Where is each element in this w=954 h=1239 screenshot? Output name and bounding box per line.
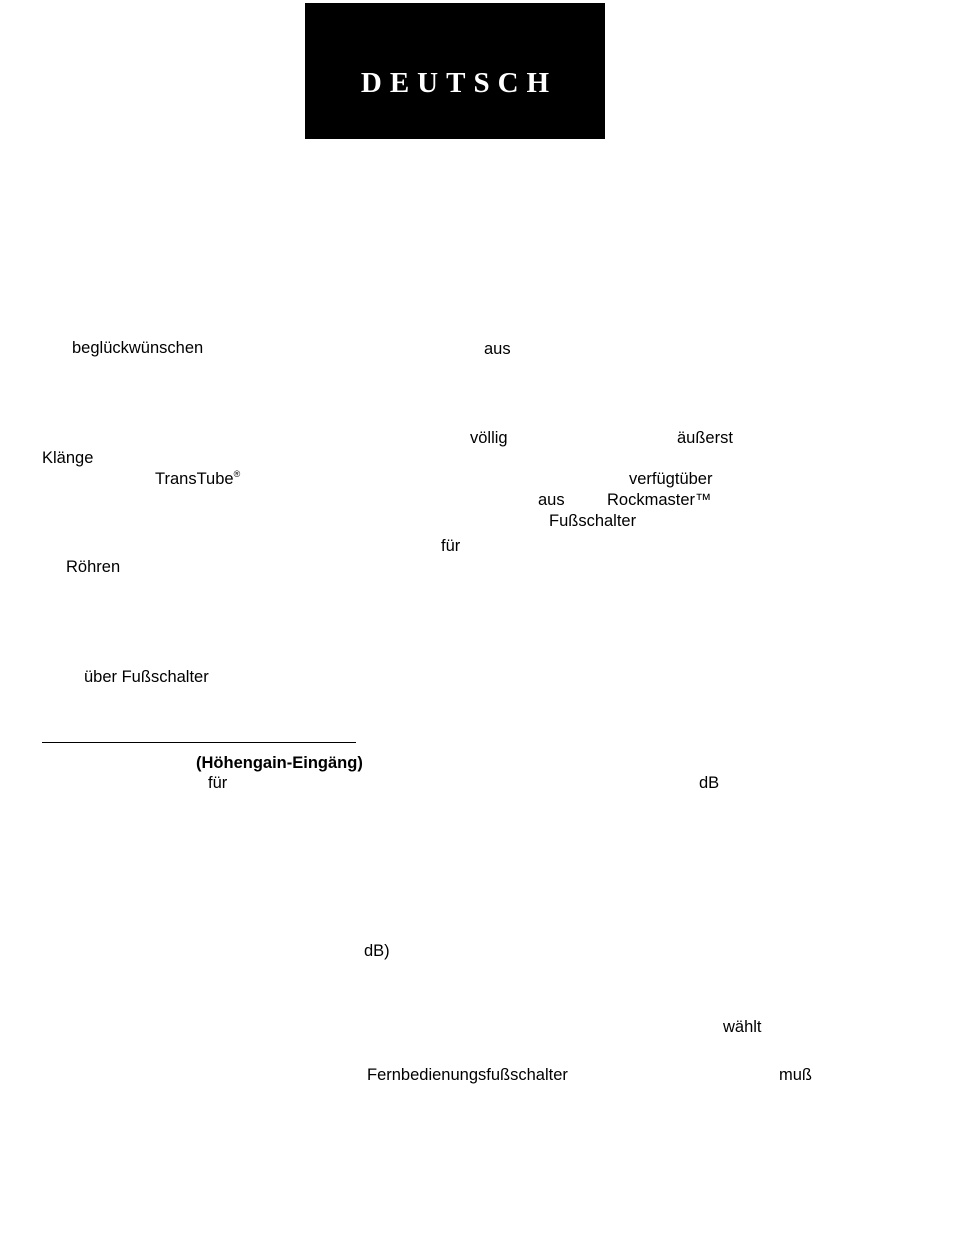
word-aus-2: aus [538,491,565,509]
word-rockmaster: Rockmaster™ [607,491,712,509]
word-muss: muß [779,1066,812,1084]
registered-mark: ® [233,469,241,479]
word-transtube [155,471,240,488]
word-aeusserst: äußerst [677,429,733,447]
word-klaenge: Klänge [42,449,94,467]
word-ueber-fussschalter: über Fußschalter [84,668,209,686]
language-banner [305,3,605,139]
word-fernbedienungsfussschalter: Fernbedienungsfußschalter [367,1066,568,1084]
transtube-text: TransTube [155,470,234,488]
word-fuer-2: für [208,774,228,792]
word-waehlt: wählt [723,1018,762,1036]
word-roehren: Röhren [66,558,121,576]
word-aus: aus [484,340,511,358]
word-fuer: für [441,537,461,555]
word-db: dB [699,774,720,792]
word-voellig: völlig [470,429,508,447]
word-db-paren: dB) [364,942,390,960]
banner-title: DEUTSCH [360,66,558,99]
section-divider [42,742,356,743]
heading-hoehengain-eingang: (Höhengain-Eingäng) [196,754,363,772]
word-beglueckwuenschen: beglückwünschen [72,339,204,357]
word-verfuegt-ueber: verfügtüber [629,470,713,488]
word-fussschalter: Fußschalter [549,512,637,530]
